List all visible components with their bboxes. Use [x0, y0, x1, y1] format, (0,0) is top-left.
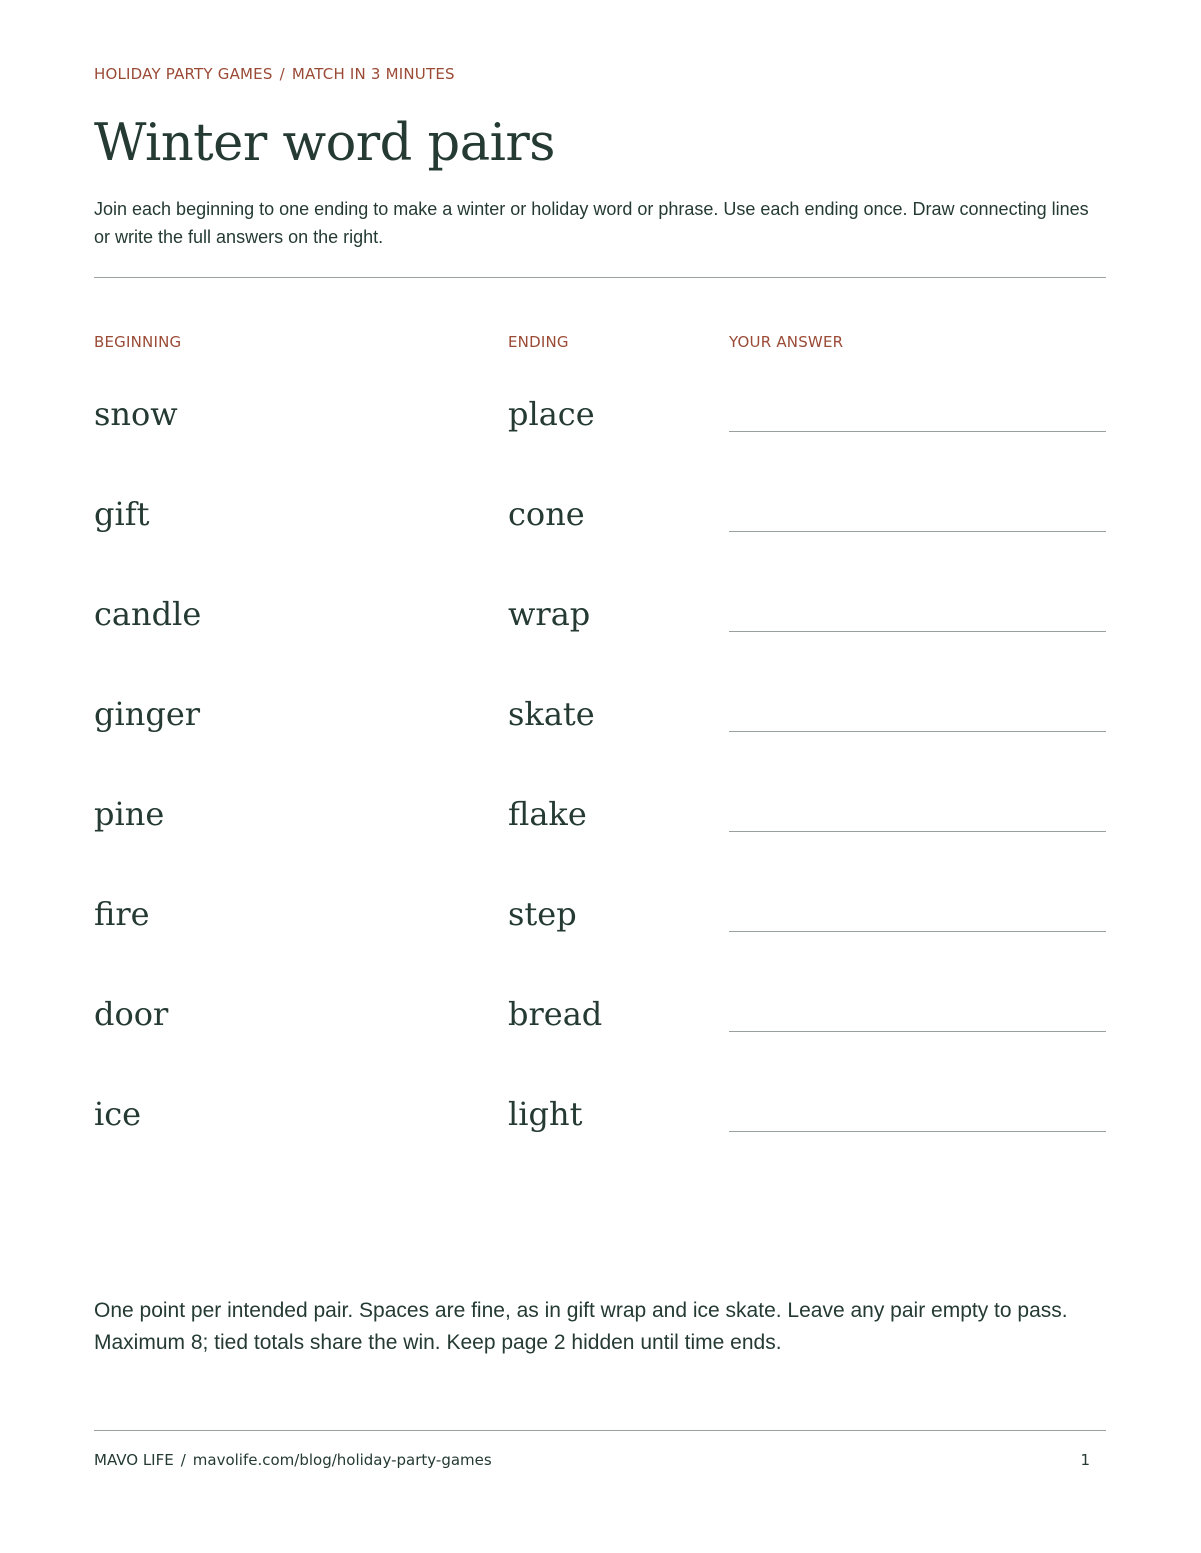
breadcrumb-section: HOLIDAY PARTY GAMES	[94, 65, 273, 83]
answer-line[interactable]	[729, 931, 1106, 932]
scoring-rules: One point per intended pair. Spaces are fine, as in gift wrap and ice skate. Leave any pair empty to pass. Maximum 8; tied totals share the win. Keep page 2 hidden until time ends.	[94, 1299, 1068, 1354]
ending-word: light	[508, 1095, 583, 1133]
breadcrumb-separator: /	[279, 65, 285, 83]
page-footer	[94, 1451, 1106, 1469]
answer-line[interactable]	[729, 731, 1106, 732]
footer-brand: MAVO LIFE	[94, 1451, 174, 1469]
breadcrumb-subsection: MATCH IN 3 MINUTES	[291, 65, 455, 83]
pair-row	[94, 1080, 1106, 1180]
header-divider	[94, 277, 1106, 278]
pair-row	[94, 880, 1106, 980]
beginning-word: ginger	[94, 695, 201, 733]
beginning-word: snow	[94, 395, 178, 433]
ending-word: place	[508, 395, 595, 433]
worksheet-page	[94, 0, 1106, 1553]
beginning-word: candle	[94, 595, 202, 633]
column-header-ending: ENDING	[508, 333, 569, 351]
ending-word: wrap	[508, 595, 591, 633]
pair-row	[94, 480, 1106, 580]
pair-row	[94, 680, 1106, 780]
footer-divider	[94, 1430, 1106, 1431]
column-header-answer: YOUR ANSWER	[729, 333, 844, 351]
beginning-word: fire	[94, 895, 150, 933]
footer-separator: /	[180, 1451, 186, 1469]
answer-line[interactable]	[729, 431, 1106, 432]
ending-word: step	[508, 895, 577, 933]
answer-line[interactable]	[729, 1031, 1106, 1032]
pair-row	[94, 980, 1106, 1080]
breadcrumb	[94, 65, 455, 83]
beginning-word: ice	[94, 1095, 142, 1133]
answer-line[interactable]	[729, 1131, 1106, 1132]
beginning-word: door	[94, 995, 169, 1033]
ending-word: skate	[508, 695, 595, 733]
instructions-text: Join each beginning to one ending to make a winter or holiday word or phrase. Use each ending once. Draw connecting lines or write the full answers on the right.	[94, 199, 1089, 247]
page-title: Winter word pairs	[94, 114, 555, 173]
pair-row	[94, 380, 1106, 480]
answer-line[interactable]	[729, 531, 1106, 532]
footer-url: mavolife.com/blog/holiday-party-games	[192, 1451, 492, 1469]
ending-word: flake	[508, 795, 587, 833]
ending-word: bread	[508, 995, 603, 1033]
answer-line[interactable]	[729, 631, 1106, 632]
pair-row	[94, 780, 1106, 880]
answer-line[interactable]	[729, 831, 1106, 832]
page-number: 1	[1080, 1451, 1090, 1469]
beginning-word: gift	[94, 495, 150, 533]
word-pairs-list	[94, 380, 1106, 1180]
pair-row	[94, 580, 1106, 680]
beginning-word: pine	[94, 795, 165, 833]
column-header-beginning: BEGINNING	[94, 333, 182, 351]
ending-word: cone	[508, 495, 585, 533]
